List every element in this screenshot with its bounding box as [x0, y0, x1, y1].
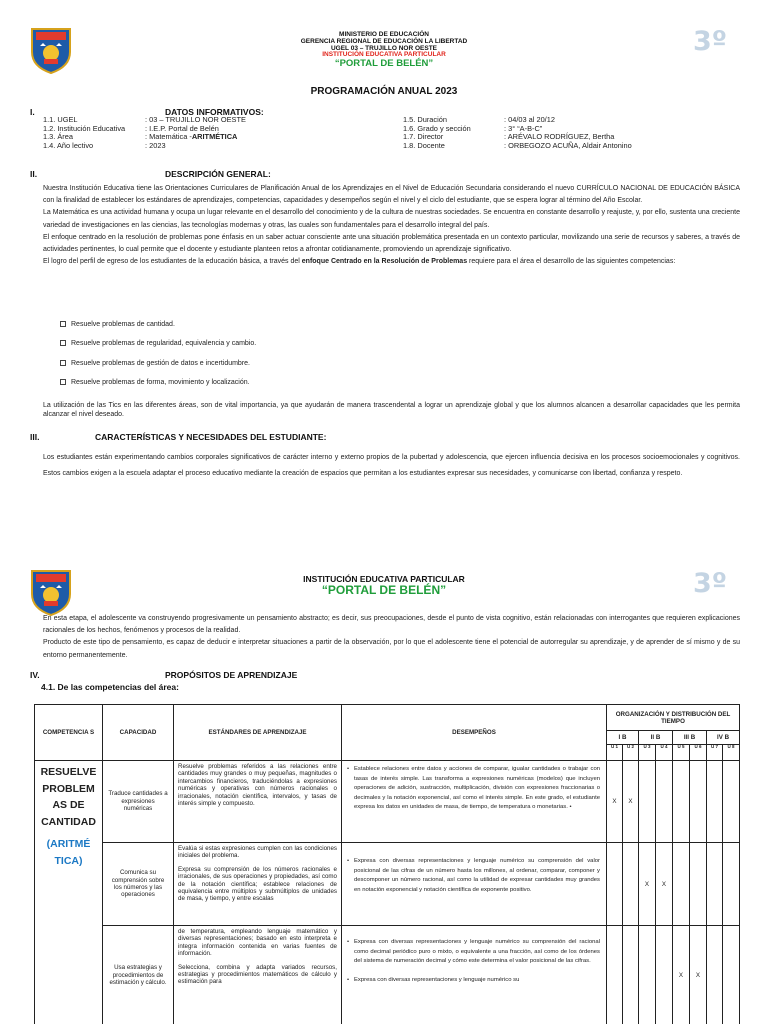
subsection-4-1: 4.1. De las competencias del área:: [41, 682, 179, 692]
section-1-title: DATOS INFORMATIVOS:: [165, 107, 264, 117]
header-estandares: ESTÁNDARES DE APRENDIZAJE: [174, 705, 342, 761]
list-item: Resuelve problemas de gestión de datos e incertidumbre.: [60, 360, 256, 379]
competency-cell: RESUELVE PROBLEM AS DE CANTIDAD (ARITMÉ TICA): [35, 761, 103, 1024]
checkbox-glyph-icon: [60, 379, 66, 385]
performance-cell: • Expresa con diversas representaciones y lenguaje numérico su comprensión del racional como decimal periódico puro o mixto, o equivalente a una fracción, así como de los órdenes del sistema de numeración decimal y cómo este determina el valor posicional de las cifras. • Expresa con diversas representaciones y lenguaje numérico su: [342, 926, 607, 1024]
grade-label: 3º: [693, 26, 728, 57]
description-paragraph: La Matemática es una actividad humana y ocupa un lugar relevante en el desarrollo del conocimiento y de la cultura de nuestras sociedades. Se encuentra en constante desarrollo y reajuste, y, por ello, sustenta una creciente variedad de investigaciones en las ciencias, las tecnologías modernas y otras, las cuales son fundamentales para el desarrollo integral del país.: [43, 209, 740, 229]
info-left: [43, 116, 246, 150]
header-bimester: I B: [607, 731, 639, 745]
time-mark: X: [639, 843, 656, 926]
competencies-table: [34, 704, 740, 1024]
header-desempenos: DESEMPEÑOS: [342, 705, 607, 761]
header-unit: U 8: [723, 745, 740, 761]
info-row: 1.3. Área : Matemática - ARITMÉTICA: [43, 132, 238, 142]
list-item: Resuelve problemas de regularidad, equivalencia y cambio.: [60, 340, 256, 359]
stage-paragraph-2: Producto de este tipo de pensamiento, es capaz de deducir e interpretar situaciones a partir de la observación, por lo que el adolescente tiene el potencial de autorregular su aprendizaje, y de aprender de sí mismo y de su entorno permanentemente.: [43, 639, 740, 659]
header-line-2: “PORTAL DE BELÉN”: [321, 583, 447, 597]
description-paragraph: El logro del perfil de egreso de los estudiantes de la educación básica, a través del enfoque Centrado en la Resolución de Problemas requiere para el área el desarrollo de las siguientes competencias:: [43, 258, 676, 266]
header-organizacion: ORGANIZACIÓN Y DISTRIBUCIÓN DEL TIEMPO: [607, 705, 740, 731]
section-1-number: I.: [30, 107, 35, 117]
school-header: [0, 575, 768, 596]
checkbox-glyph-icon: [60, 360, 66, 366]
time-mark: X: [607, 761, 623, 843]
checkbox-glyph-icon: [60, 321, 66, 327]
stage-paragraph-1: En esta etapa, el adolescente va construyendo progresivamente un pensamiento abstracto; es decir, sus preocupaciones, desde el punto de vista cognitivo, están relacionadas con interrogantes que requieren explicaciones racionales de los hechos, fenómenos y procesos de la realidad.: [43, 615, 740, 635]
performance-cell: • Expresa con diversas representaciones y lenguaje numérico su comprensión del valor posicional de las cifras de un número hasta los millones, al ordenar, comparar, componer y descomponer un número racional, así como la utilidad de expresar cantidades muy grandes en notación exponencial y notación científica de exponente positivo.: [342, 843, 607, 926]
header-unit: U 4: [656, 745, 673, 761]
info-row: 1.8. Docente : ORBEGOZO ACUÑA, Aldair Antonino: [403, 140, 632, 150]
capacity-cell: Usa estrategias y procedimientos de estimación y cálculo.: [103, 926, 174, 1024]
header-unit: U 5: [673, 745, 690, 761]
time-mark: X: [690, 926, 707, 1024]
header-capacidad: CAPACIDAD: [103, 705, 174, 761]
tics-paragraph: La utilización de las Tics en las diferentes áreas, son de vital importancia, ya que ayudarán de manera trascendental a lograr un aprendizaje global y que los alumnos alcancen a desarrollar capacidades que les permita alcanzar el nivel deseado.: [43, 402, 740, 418]
time-mark: X: [623, 761, 639, 843]
competency-list: [60, 321, 256, 398]
performance-cell: • Establece relaciones entre datos y acciones de comparar, igualar cantidades o trabajar con tasas de interés simple. Las transforma a expresiones numéricas (modelos) que incluyen operaciones de adición, sustracción, multiplicación, división con expresiones fraccionarias o decimales y la notación exponencial, así como el interés simple. En este grado, el estudiante expresa los datos en unidades de masa, de tiempo, de temperatura o monetarias. •: [342, 761, 607, 843]
header-line-2: GERENCIA REGIONAL DE EDUCACIÓN LA LIBERTAD: [300, 37, 468, 45]
header-line-1: MINISTERIO DE EDUCACIÓN: [339, 31, 429, 38]
section-4-number: IV.: [30, 670, 40, 680]
section-3-title: CARACTERÍSTICAS Y NECESIDADES DEL ESTUDIANTE:: [95, 432, 327, 442]
list-item: Resuelve problemas de cantidad.: [60, 321, 256, 340]
stage-paragraph: [43, 613, 740, 662]
time-mark: X: [656, 843, 673, 926]
header-line-3: UGEL 03 – TRUJILLO NOR OESTE: [330, 44, 438, 52]
description-paragraph: Nuestra Institución Educativa tiene las Orientaciones Curriculares de Planificación Anual de los Aprendizajes en el Nivel de Educación Secundaria considerando el nuevo CURRÍCULO NACIONAL DE EDUCACIÓN BÁSICA con la finalidad de establecer los estándares de aprendizajes, competencias, capacidades y desempeños según el nivel y el ciclo del estudiante, que se espera lograr al término del Año Escolar.: [43, 185, 740, 205]
header-bimester: IV B: [707, 731, 740, 745]
header-competencias: COMPETENCIA S: [35, 705, 103, 761]
capacity-cell: Comunica su comprensión sobre los números y las operaciones: [103, 843, 174, 926]
ministry-header: [0, 32, 768, 69]
document-title: PROGRAMACIÓN ANUAL 2023: [310, 86, 458, 97]
header-unit: U 2: [623, 745, 639, 761]
header-unit: U 6: [690, 745, 707, 761]
standard-cell: de temperatura, empleando lenguaje matemático y diversas representaciones; basado en esto interpreta e integra información contenida en varias fuentes de información. Selecciona, combina y adapta variados recursos, estrategias y procedimientos matemáticos de cálculo y estimación para: [174, 926, 342, 1024]
header-unit: U 7: [707, 745, 723, 761]
standard-cell: Evalúa si estas expresiones cumplen con las condiciones iniciales del problema. Expresa su comprensión de los números racionales e irracionales, de sus operaciones y propiedades, así como de la notación científica; establece relaciones de equivalencia entre múltiplos y submúltiplos de unidades de masa, y tiempo, y entre escalas: [174, 843, 342, 926]
header-bimester: II B: [639, 731, 673, 745]
standard-cell: Resuelve problemas referidos a las relaciones entre cantidades muy grandes o muy pequeñas, magnitudes o intercambios financieros, traduciéndolas a expresiones numéricas y operativas con números racionales o irracionales, notación científica, intervalos, y tasas de interés simple y compuesto.: [174, 761, 342, 843]
section-2-title: DESCRIPCIÓN GENERAL:: [165, 169, 271, 179]
header-line-4: INSTITUCIÓN EDUCATIVA PARTICULAR: [322, 51, 446, 59]
page-2: [0, 556, 768, 1024]
checkbox-glyph-icon: [60, 340, 66, 346]
header-line-1: INSTITUCIÓN EDUCATIVA PARTICULAR: [303, 574, 465, 584]
grade-label: 3º: [693, 568, 728, 599]
info-row: 1.2. Institución Educativa : I.E.P. Portal de Belén: [43, 123, 219, 133]
info-row: 1.1. UGEL : 03 – TRUJILLO NOR OESTE: [43, 115, 246, 124]
header-bimester: III B: [673, 731, 707, 745]
section-2-number: II.: [30, 169, 38, 179]
general-description: [43, 183, 740, 268]
header-unit: U 3: [639, 745, 656, 761]
info-row: 1.5. Duración : 04/03 al 20/12: [403, 115, 555, 124]
description-paragraph: El enfoque centrado en la resolución de problemas pone énfasis en un saber actuar consciente ante una situación problemática presentada en un contexto particular, movilizando una serie de recursos y saberes, a través de actividades pertinentes, lo cual permite que el docente y estudiante planteen retos a afrontar cotidianamente, promoviendo un aprendizaje significativo.: [43, 233, 740, 254]
capacity-cell: Traduce cantidades a expresiones numéricas: [103, 761, 174, 843]
section-3-number: III.: [30, 432, 40, 442]
info-row: 1.4. Año lectivo : 2023: [43, 140, 166, 150]
section-4-title: PROPÓSITOS DE APRENDIZAJE: [165, 670, 298, 680]
info-right: [403, 116, 632, 150]
student-characteristics-paragraph: Los estudiantes están experimentando cambios corporales significativos de carácter interno y externo propios de la pubertad y adolescencia, que ejercen influencia decisiva en los procesos socioemocionales y cognitivos. Estos cambios exigen a la escuela adaptar el proceso educativo mediante la creación de espacios que permitan a los estudiantes expresar sus necesidades, y comunicarse con libertad, confianza y respeto.: [43, 454, 740, 478]
header-unit: U 1: [607, 745, 623, 761]
header-line-5: “PORTAL DE BELÉN”: [334, 58, 434, 70]
info-row: 1.6. Grado y sección : 3° “A-B-C”: [403, 123, 543, 133]
time-mark: X: [673, 926, 690, 1024]
info-row: 1.7. Director : ARÉVALO RODRÍGUEZ, Bertha: [403, 132, 615, 142]
list-item: Resuelve problemas de forma, movimiento y localización.: [60, 379, 256, 398]
